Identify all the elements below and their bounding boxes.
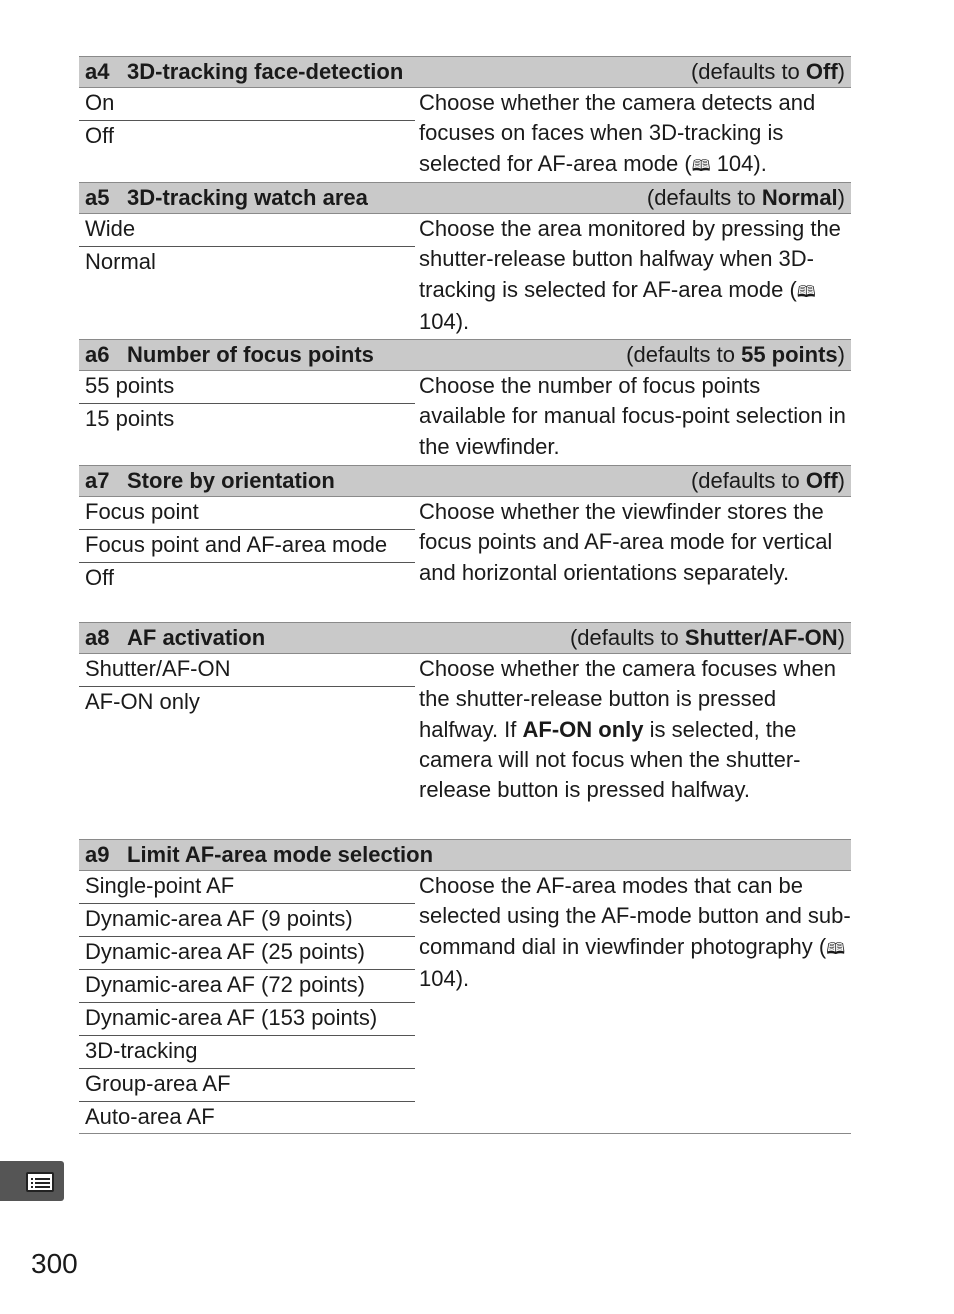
book-icon: 🕮 xyxy=(796,281,816,301)
setting-description: Choose the area monitored by pressing the shutter-release button halfway when 3D-tracking is selected for AF-area mode (🕮 104). xyxy=(419,216,841,334)
option-item: AF-ON only xyxy=(85,689,200,714)
option-item: Focus point and AF-area mode xyxy=(79,530,415,563)
setting-default: (defaults to Normal) xyxy=(646,185,845,210)
option-item: 55 points xyxy=(79,371,415,404)
setting-header xyxy=(79,465,851,497)
option-item: Dynamic-area AF (9 points) xyxy=(79,904,415,937)
setting-header xyxy=(79,622,851,654)
option-item: Dynamic-area AF (72 points) xyxy=(79,970,415,1003)
setting-code: a4 xyxy=(85,59,110,84)
setting-code: a9 xyxy=(85,842,110,867)
setting-a7 xyxy=(79,465,851,622)
setting-description: Choose the AF-area modes that can be selected using the AF-mode button and sub-command dial in viewfinder photography (🕮 104). xyxy=(419,873,851,991)
option-item: Off xyxy=(85,123,114,148)
setting-header xyxy=(79,339,851,371)
option-item: On xyxy=(79,88,415,121)
option-item: Wide xyxy=(79,214,415,247)
setting-a8 xyxy=(79,622,851,839)
setting-title: Store by orientation xyxy=(127,468,335,493)
setting-a4 xyxy=(79,56,851,182)
setting-header xyxy=(79,839,851,871)
setting-code: a6 xyxy=(85,342,110,367)
option-item: 15 points xyxy=(85,406,175,431)
setting-code: a5 xyxy=(85,185,110,210)
setting-header xyxy=(79,56,851,88)
option-item: Dynamic-area AF (25 points) xyxy=(79,937,415,970)
option-item: Normal xyxy=(85,249,156,274)
option-item: 3D-tracking xyxy=(79,1036,415,1069)
book-icon: 🕮 xyxy=(826,938,846,958)
setting-description: Choose whether the camera focuses when the shutter-release button is pressed halfway. If AF-ON only is selected, the camera will not focus when the shutter-release button is pressed halfway. xyxy=(419,656,837,803)
custom-settings-table xyxy=(79,56,851,1134)
setting-a9 xyxy=(79,839,851,1134)
setting-code: a7 xyxy=(85,468,110,493)
option-item: Off xyxy=(85,565,114,590)
page-number: 300 xyxy=(31,1248,78,1279)
book-icon: 🕮 xyxy=(691,155,711,175)
option-item: Dynamic-area AF (153 points) xyxy=(79,1003,415,1036)
setting-default: (defaults to Off) xyxy=(690,59,845,84)
setting-description: Choose whether the viewfinder stores the focus points and AF-area mode for vertical and horizontal orientations separately. xyxy=(419,499,833,585)
setting-default: (defaults to Shutter/AF-ON) xyxy=(569,625,845,650)
setting-description: Choose the number of focus points available for manual focus-point selection in the viewfinder. xyxy=(419,373,846,459)
setting-description: Choose whether the camera detects and focuses on faces when 3D-tracking is selected for AF-area mode (🕮 104). xyxy=(419,90,816,176)
setting-title: Limit AF-area mode selection xyxy=(127,842,434,867)
setting-code: a8 xyxy=(85,625,110,650)
setting-title: Number of focus points xyxy=(127,342,374,367)
setting-a6 xyxy=(79,339,851,465)
setting-title: 3D-tracking watch area xyxy=(127,185,368,210)
option-item: Shutter/AF-ON xyxy=(79,654,415,687)
menu-list-icon xyxy=(26,1172,54,1192)
setting-a5 xyxy=(79,182,851,339)
setting-header xyxy=(79,182,851,214)
setting-title: AF activation xyxy=(127,625,266,650)
option-item: Auto-area AF xyxy=(85,1104,215,1129)
setting-default: (defaults to 55 points) xyxy=(626,342,845,367)
option-item: Focus point xyxy=(79,497,415,530)
setting-default: (defaults to Off) xyxy=(690,468,845,493)
option-item: Group-area AF xyxy=(79,1069,415,1102)
menu-list-tab xyxy=(0,1161,64,1201)
option-item: Single-point AF xyxy=(79,871,415,904)
setting-title: 3D-tracking face-detection xyxy=(127,59,404,84)
